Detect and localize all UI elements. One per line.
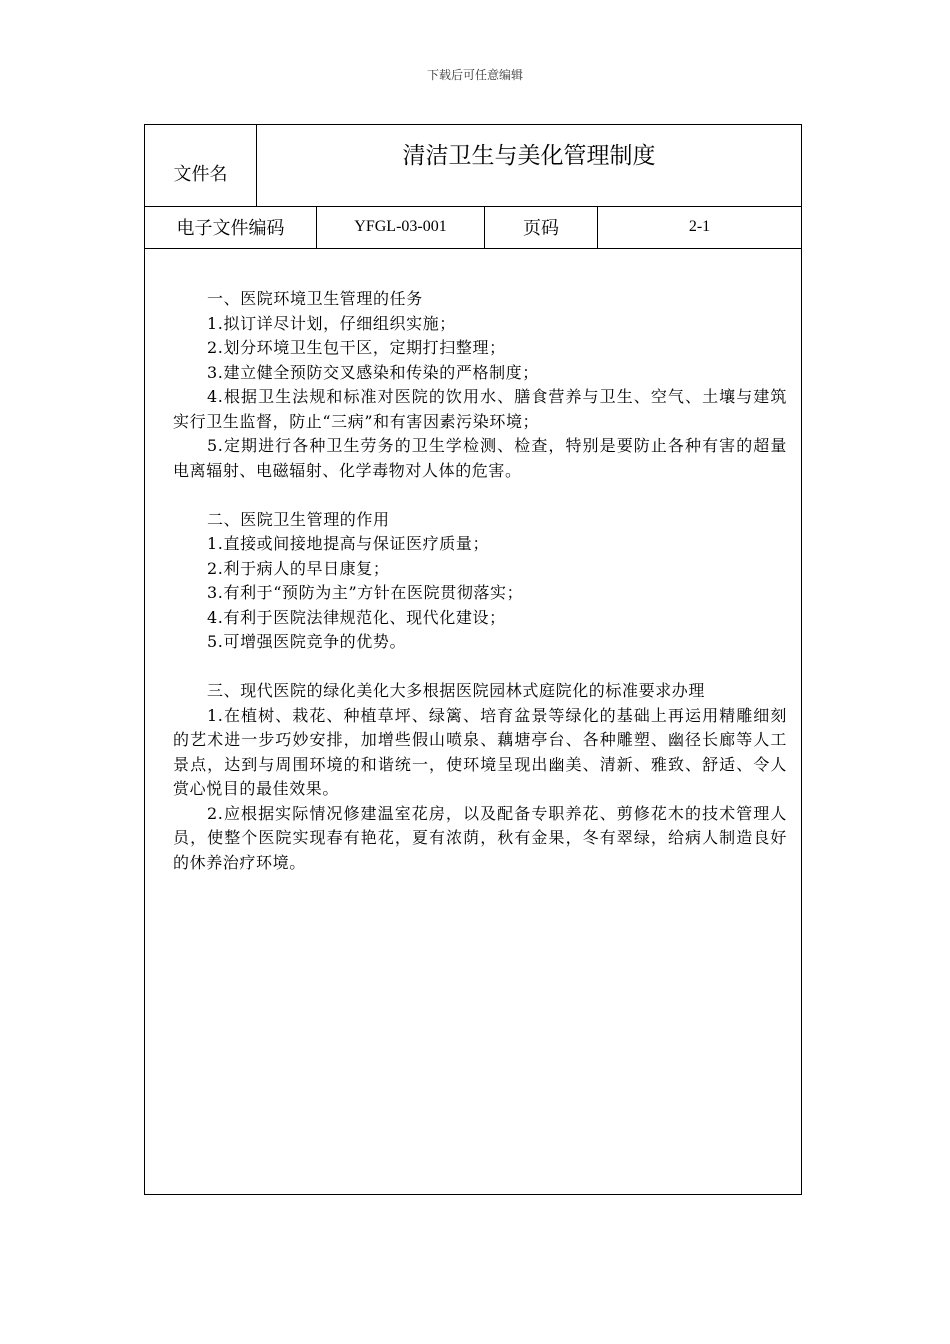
page-value: 2-1 (688, 218, 711, 235)
info-row (145, 206, 801, 249)
filename-label: 文件名 (145, 125, 257, 206)
document-title: 清洁卫生与美化管理制度 (402, 143, 656, 169)
list-item: 3.有利于“预防为主”方针在医院贯彻落实； (207, 583, 524, 602)
document-body (173, 287, 787, 875)
header-note: 下载后可任意编辑 (426, 68, 523, 82)
list-item: 1.直接或间接地提高与保证医疗质量； (207, 534, 490, 553)
list-item: 1.在植树、栽花、种植草坪、绿篱、培育盆景等绿化的基础上再运用精雕细刻的艺术进一步巧妙安排，加增些假山喷泉、藕塘亭台、各种雕塑、幽径长廊等人工景点，达到与周围环境的和谐统一，使环境呈现出幽美、清新、雅致、舒适、令人赏心悦目的最佳效果。 (173, 705, 787, 798)
page-label: 页码 (485, 206, 598, 248)
list-item: 1.拟订详尽计划，仔细组织实施； (207, 313, 456, 333)
list-item: 2.利于病人的早日康复； (207, 558, 390, 578)
code-value: YFGL-03-001 (317, 206, 485, 248)
list-item: 2.划分环境卫生包干区，定期打扫整理； (207, 338, 506, 357)
list-item: 3.建立健全预防交叉感染和传染的严格制度； (207, 362, 539, 382)
list-item: 5.定期进行各种卫生劳务的卫生学检测、检查，特别是要防止各种有害的超量电离辐射、电磁辐射、化学毒物对人体的危害。 (173, 436, 787, 480)
section-heading: 二、医院卫生管理的作用 (207, 509, 390, 529)
list-item: 4.根据卫生法规和标准对医院的饮用水、膳食营养与卫生、空气、土壤与建筑实行卫生监督，防止“三病”和有害因素污染环境； (173, 387, 787, 431)
code-label: 电子文件编码 (145, 206, 317, 248)
list-item: 2.应根据实际情况修建温室花房，以及配备专职养花、剪修花木的技术管理人员，使整个医院实现春有艳花，夏有浓荫，秋有金果，冬有翠绿，给病人制造良好的休养治疗环境。 (173, 803, 787, 872)
section-heading: 一、医院环境卫生管理的任务 (207, 289, 423, 308)
section-heading: 三、现代医院的绿化美化大多根据医院园林式庭院化的标准要求办理 (207, 681, 706, 700)
list-item: 5.可增强医院竞争的优势。 (207, 632, 407, 651)
list-item: 4.有利于医院法律规范化、现代化建设； (207, 607, 506, 627)
title-row (145, 125, 801, 207)
